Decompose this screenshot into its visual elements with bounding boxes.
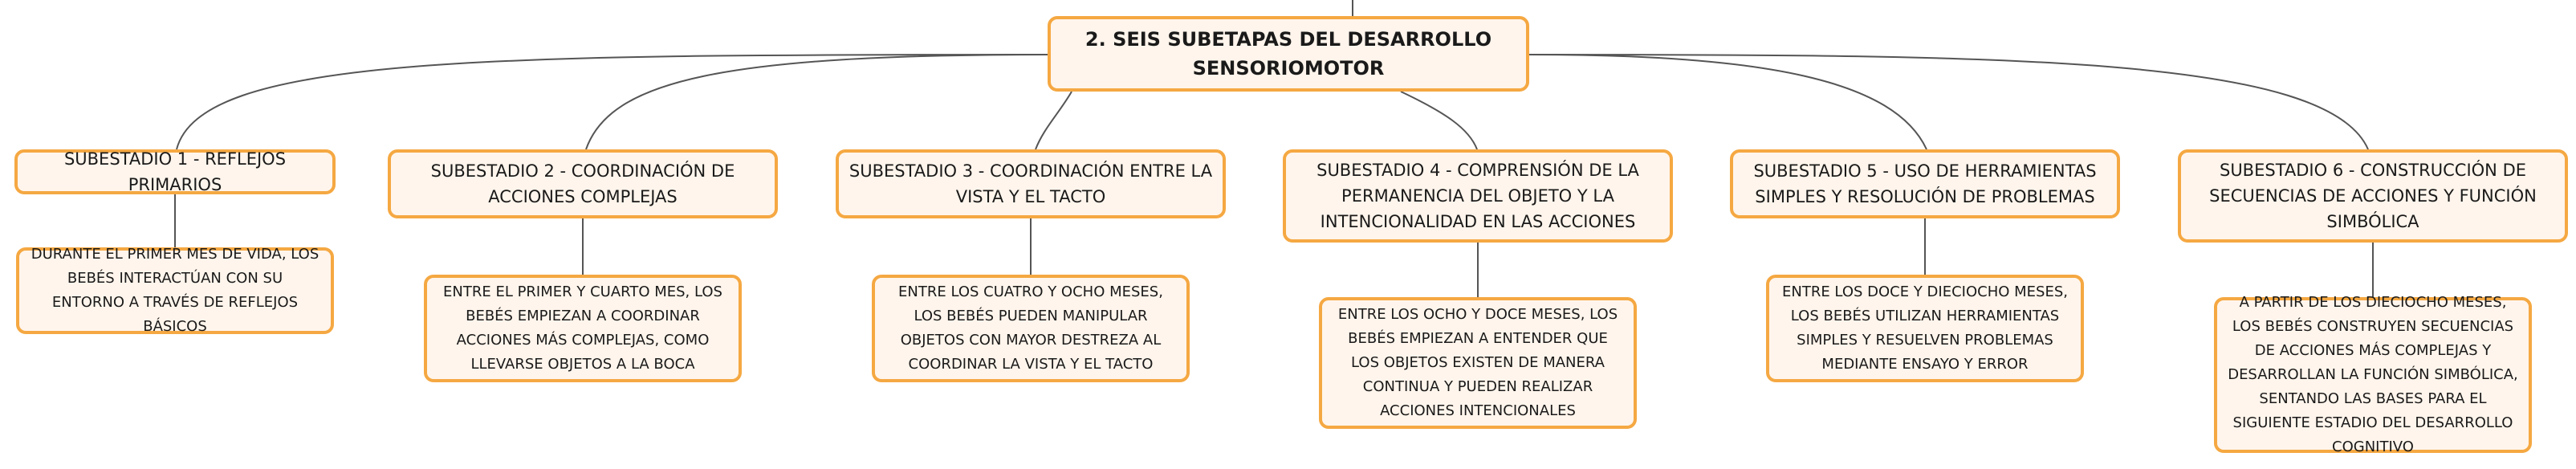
connector-root-sub5 bbox=[1529, 55, 1927, 149]
substage-3-node[interactable] bbox=[836, 149, 1226, 218]
substage-1-description: DURANTE EL PRIMER MES DE VIDA, LOS BEBÉS INTERACTÚAN CON SU ENTORNO A TRAVÉS DE REFLEJOS BÁSICOS bbox=[31, 246, 319, 335]
substage-6-title: SUBESTADIO 6 - CONSTRUCCIÓN DE SECUENCIAS DE ACCIONES Y FUNCIÓN SIMBÓLICA bbox=[2209, 161, 2537, 231]
substage-4-description: ENTRE LOS OCHO Y DOCE MESES, LOS BEBÉS EMPIEZAN A ENTENDER QUE LOS OBJETOS EXISTEN DE MANERA CONTINUA Y PUEDEN REALIZAR ACCIONES INTENCIONALES bbox=[1337, 306, 1618, 419]
root-node[interactable] bbox=[1048, 16, 1529, 92]
substage-2-node[interactable] bbox=[388, 149, 778, 218]
substage-4-title: SUBESTADIO 4 - COMPRENSIÓN DE LA PERMANENCIA DEL OBJETO Y LA INTENCIONALIDAD EN LAS ACCIONES bbox=[1316, 161, 1639, 231]
substage-3-description: ENTRE LOS CUATRO Y OCHO MESES, LOS BEBÉS PUEDEN MANIPULAR OBJETOS CON MAYOR DESTREZA AL COORDINAR LA VISTA Y EL TACTO bbox=[898, 283, 1163, 373]
substage-1-description-node[interactable] bbox=[16, 247, 334, 334]
substage-5-title: SUBESTADIO 5 - USO DE HERRAMIENTAS SIMPLES Y RESOLUCIÓN DE PROBLEMAS bbox=[1753, 161, 2097, 206]
substage-4-description-node[interactable] bbox=[1319, 297, 1637, 429]
substage-4-node[interactable] bbox=[1283, 149, 1673, 243]
root-title: 2. SEIS SUBETAPAS DEL DESARROLLO SENSORIOMOTOR bbox=[1085, 28, 1492, 80]
substage-6-node[interactable] bbox=[2178, 149, 2568, 243]
substage-2-description-node[interactable] bbox=[424, 275, 742, 382]
substage-5-description: ENTRE LOS DOCE Y DIECIOCHO MESES, LOS BEBÉS UTILIZAN HERRAMIENTAS SIMPLES Y RESUELVEN PROBLEMAS MEDIANTE ENSAYO Y ERROR bbox=[1782, 283, 2068, 373]
substage-5-node[interactable] bbox=[1730, 149, 2120, 218]
connector-root-sub2 bbox=[586, 55, 1048, 149]
substage-2-description: ENTRE EL PRIMER Y CUARTO MES, LOS BEBÉS EMPIEZAN A COORDINAR ACCIONES MÁS COMPLEJAS, COMO LLEVARSE OBJETOS A LA BOCA bbox=[443, 283, 722, 373]
substage-1-title: SUBESTADIO 1 - REFLEJOS PRIMARIOS bbox=[63, 149, 287, 194]
substage-6-description: A PARTIR DE LOS DIECIOCHO MESES, LOS BEBÉS CONSTRUYEN SECUENCIAS DE ACCIONES MÁS COMPLEJAS Y DESARROLLAN LA FUNCIÓN SIMBÓLICA, SENTANDO LAS BASES PARA EL SIGUIENTE ESTADIO DEL DESARROLLO COGNITIVO bbox=[2228, 294, 2518, 455]
substage-3-description-node[interactable] bbox=[872, 275, 1190, 382]
substage-3-title: SUBESTADIO 3 - COORDINACIÓN ENTRE LA VISTA Y EL TACTO bbox=[848, 161, 1213, 206]
substage-2-title: SUBESTADIO 2 - COORDINACIÓN DE ACCIONES COMPLEJAS bbox=[430, 161, 735, 206]
substage-5-description-node[interactable] bbox=[1766, 275, 2084, 382]
connector-root-sub4 bbox=[1401, 92, 1477, 149]
connector-root-sub1 bbox=[177, 55, 1048, 149]
substage-1-node[interactable] bbox=[14, 149, 336, 194]
connector-root-sub6 bbox=[1529, 55, 2368, 149]
substage-6-description-node[interactable] bbox=[2214, 294, 2532, 455]
connector-root-sub3 bbox=[1036, 92, 1072, 149]
